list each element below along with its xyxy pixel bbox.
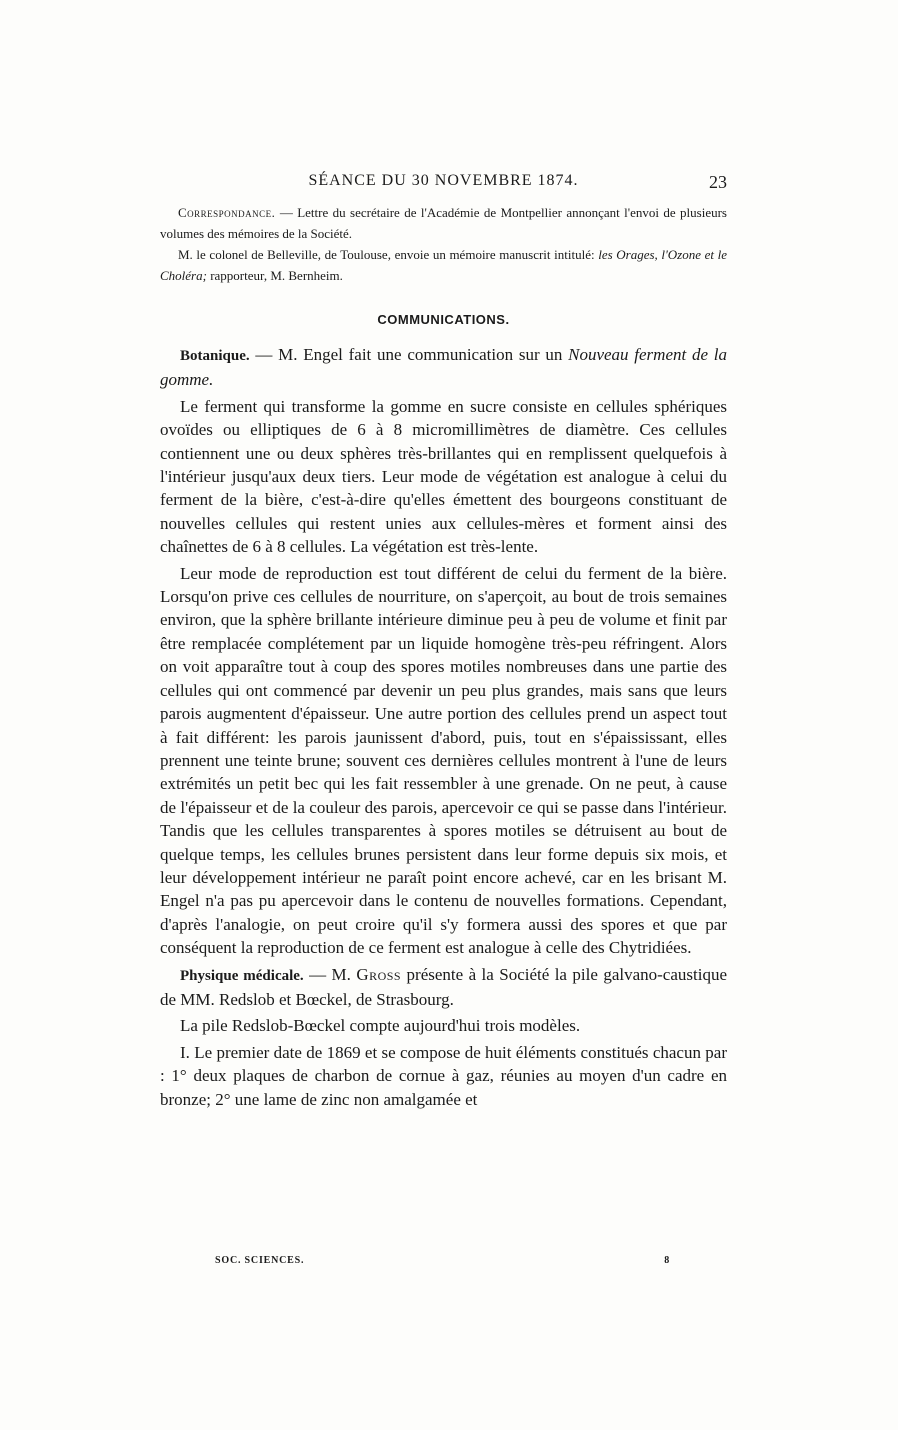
botanique-lead: Botanique. [180,348,250,364]
botanique-title: Nouveau ferment de la gomme. [160,345,727,390]
physique-name: Gross [356,964,402,984]
page-header [160,172,727,196]
botanique-paragraph-2: Leur mode de reproduction est tout différent de celui du ferment de la bière. Lorsqu'on prive ces cellules de nourriture, on s'aperçoit, au bout de trois semaines environ, que la sphère brillante intérieure diminue peu à peu de volume et finit par être remplacée complétement par un liquide homogène très-peu réfringent. Alors on voit apparaître tout à coup des spores motiles nombreuses dans une partie des cellules qui ont commencé par devenir un peu plus grandes, mais sans que leurs parois augmentent d'épaisseur. Une autre portion des cellules prend un aspect tout à fait différent: les parois jaunissent d'abord, puis, tout en s'épaississant, elles prennent une teinte brune; souvent ces dernières cellules montrent à l'une de leurs extrémités un petit bec qui les fait ressembler à une grenade. On ne peut, à cause de l'épaisseur et de la couleur des parois, apercevoir ce qui se passe dans l'intérieur. Tandis que les cellules transparentes à spores motiles se détruisent au bout de quelque temps, les cellules brunes persistent dans leur forme depuis six mois, et leur développement intérieur ne paraît point encore achevé, car en les brisant M. Engel n'a pas pu apercevoir dans le contenu de nouvelles formations. Cependant, d'après l'analogie, on peut croire qu'il s'y formera aussi des spores et que par conséquent la reproduction de ce ferment est analogue à celle des Chytridiées. [160,563,727,958]
belleville-title: les Orages, l'Ozone et le Choléra; [160,247,727,283]
physique-paragraph-2: La pile Redslob-Bœckel compte aujourd'hui trois modèles. [180,1016,581,1036]
belleville-paragraph [160,244,727,286]
botanique-intro-text: — M. Engel fait une communication sur un [249,345,569,364]
running-title: SÉANCE DU 30 NOVEMBRE 1874. [308,172,579,189]
main-text [160,343,727,1114]
botanique-intro [160,343,727,392]
botanique-paragraph-1: Le ferment qui transforme la gomme en sucre consiste en cellules sphériques ovoïdes ou elliptiques de 6 à 8 micromillimètres de diamètre. Ces cellules contiennent une ou deux sphères très-brillantes qui en remplissent quelquefois à l'intérieur jusqu'aux deux tiers. Leur mode de végétation est analogue à celui du ferment de la bière, c'est-à-dire qu'elles émettent des bourgeons constituant de nouvelles cellules qui restent unies aux cellules-mères et forment ainsi des chaînettes de 6 à 8 cellules. La végétation est très-lente. [160,396,727,557]
section-title: COMMUNICATIONS. [377,312,510,327]
physique-lead: Physique médicale. [180,967,304,984]
belleville-text: M. le colonel de Belleville, de Toulouse, envoie un mémoire manuscrit intitulé: [178,247,599,262]
physique-paragraph-3: I. Le premier date de 1869 et se compose de huit éléments constitués chacun par : 1° deux plaques de charbon de cornue à gaz, réunies au moyen d'un cadre en bronze; 2° une lame de zinc non amalgamée et [160,1042,727,1109]
signature-mark: 8 [664,1255,670,1266]
correspondance-text: — Lettre du secrétaire de l'Académie de Montpellier annonçant l'envoi de plusieurs volumes des mémoires de la Société. [160,205,727,241]
page-footer [215,1255,670,1271]
belleville-rest: rapporteur, M. Bernheim. [206,268,343,283]
correspondance-paragraph [160,202,727,244]
physique-intro [160,963,727,1012]
correspondance-block [160,202,727,286]
footer-left: SOC. SCIENCES. [215,1255,305,1266]
correspondance-label: Correspondance. [178,205,276,220]
page-number: 23 [709,172,727,192]
physique-rest: présente à la Société la pile galvano-caustique de MM. Redslob et Bœckel, de Strasbourg. [160,964,727,1009]
physique-intro-text: — M. [303,964,357,984]
